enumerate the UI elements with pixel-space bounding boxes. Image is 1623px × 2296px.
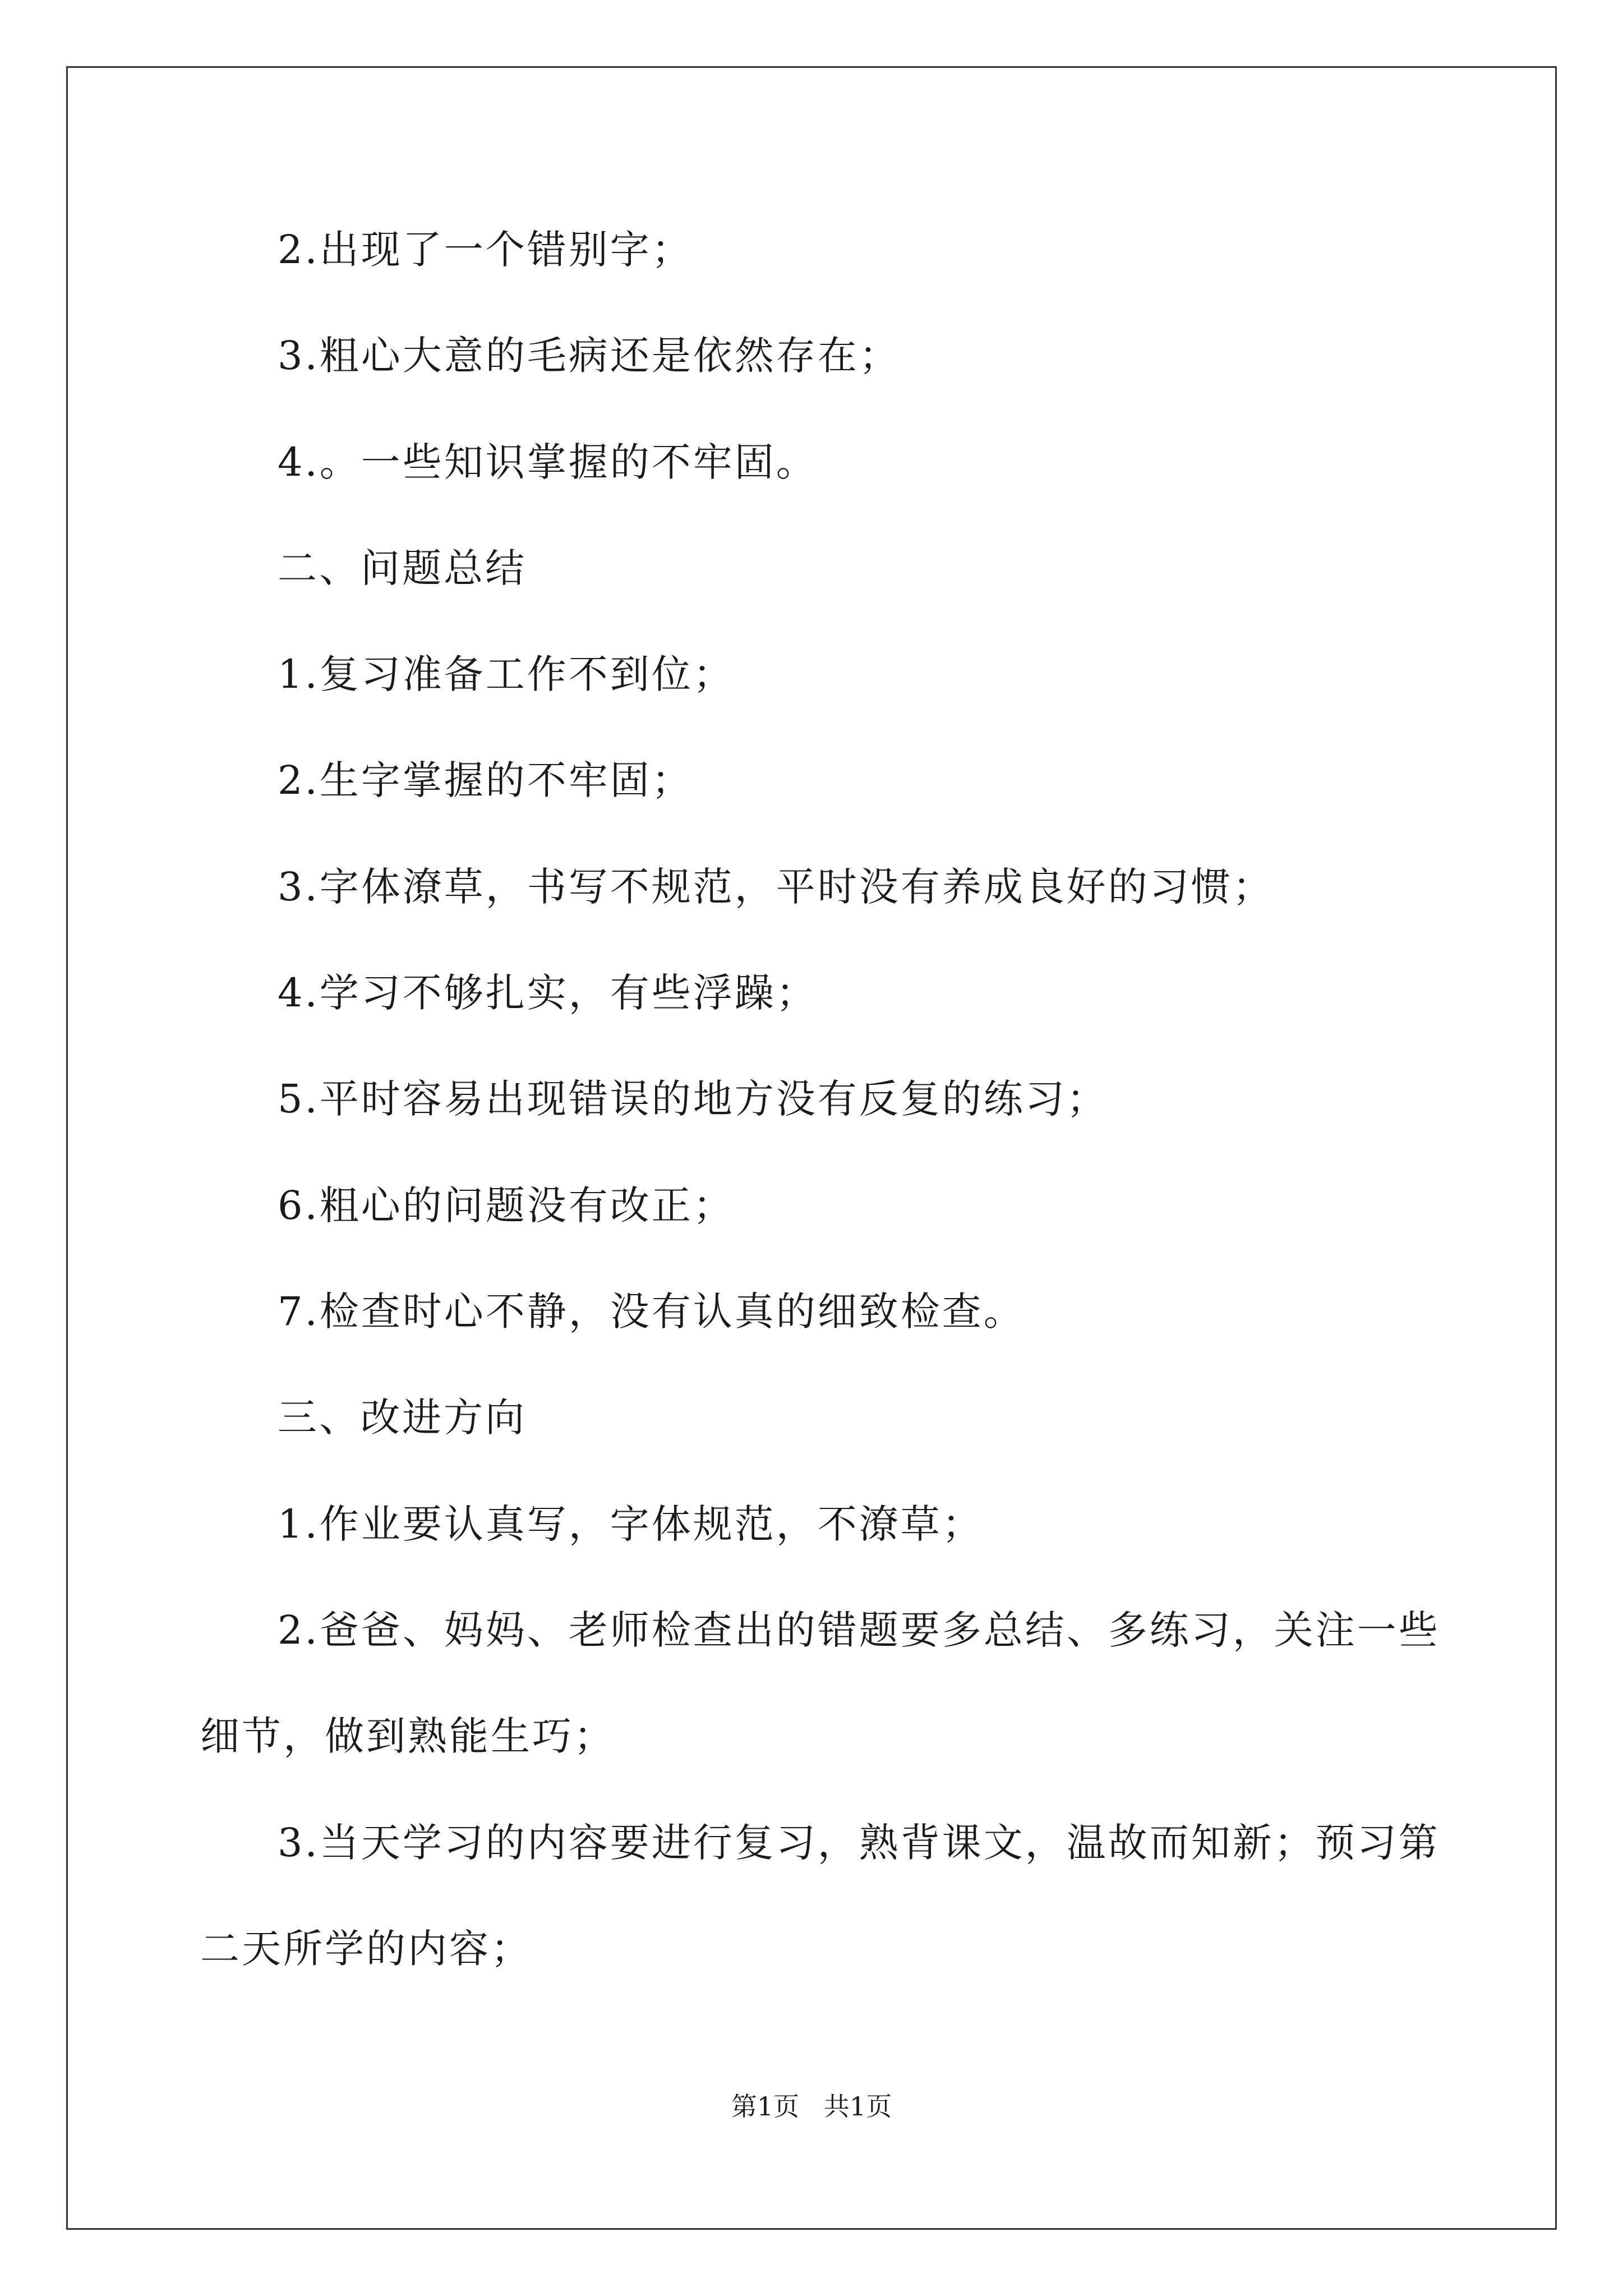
list-item: 4.学习不够扎实，有些浮躁； <box>278 970 818 1016</box>
page-number-footer: 第1页 共1页 <box>731 2091 892 2122</box>
list-item: 2.出现了一个错别字； <box>278 227 693 273</box>
list-item: 5.平时容易出现错误的地方没有反复的练习； <box>278 1076 1108 1122</box>
list-item: 7.检查时心不静，没有认真的细致检查。 <box>278 1289 1025 1335</box>
list-item: 2.生字掌握的不牢固； <box>278 757 693 803</box>
list-item: 3.粗心大意的毛病还是依然存在； <box>278 333 901 379</box>
list-item: 3.字体潦草，书写不规范，平时没有养成良好的习惯； <box>278 864 1274 910</box>
list-item: 6.粗心的问题没有改正； <box>278 1182 735 1228</box>
page-border <box>66 66 1557 2230</box>
list-item: 1.作业要认真写，字体规范，不潦草； <box>278 1501 984 1547</box>
section-heading: 三、改进方向 <box>278 1395 527 1441</box>
list-item: 4.。一些知识掌握的不牢固。 <box>278 439 818 485</box>
list-item-continuation: 细节，做到熟能生巧； <box>200 1713 615 1759</box>
list-item: 1.复习准备工作不到位； <box>278 651 735 697</box>
list-item: 2.爸爸、妈妈、老师检查出的错题要多总结、多练习，关注一些 <box>278 1607 1440 1653</box>
list-item-continuation: 二天所学的内容； <box>200 1926 532 1972</box>
section-heading: 二、问题总结 <box>278 545 527 591</box>
list-item: 3.当天学习的内容要进行复习，熟背课文，温故而知新；预习第 <box>278 1820 1440 1866</box>
